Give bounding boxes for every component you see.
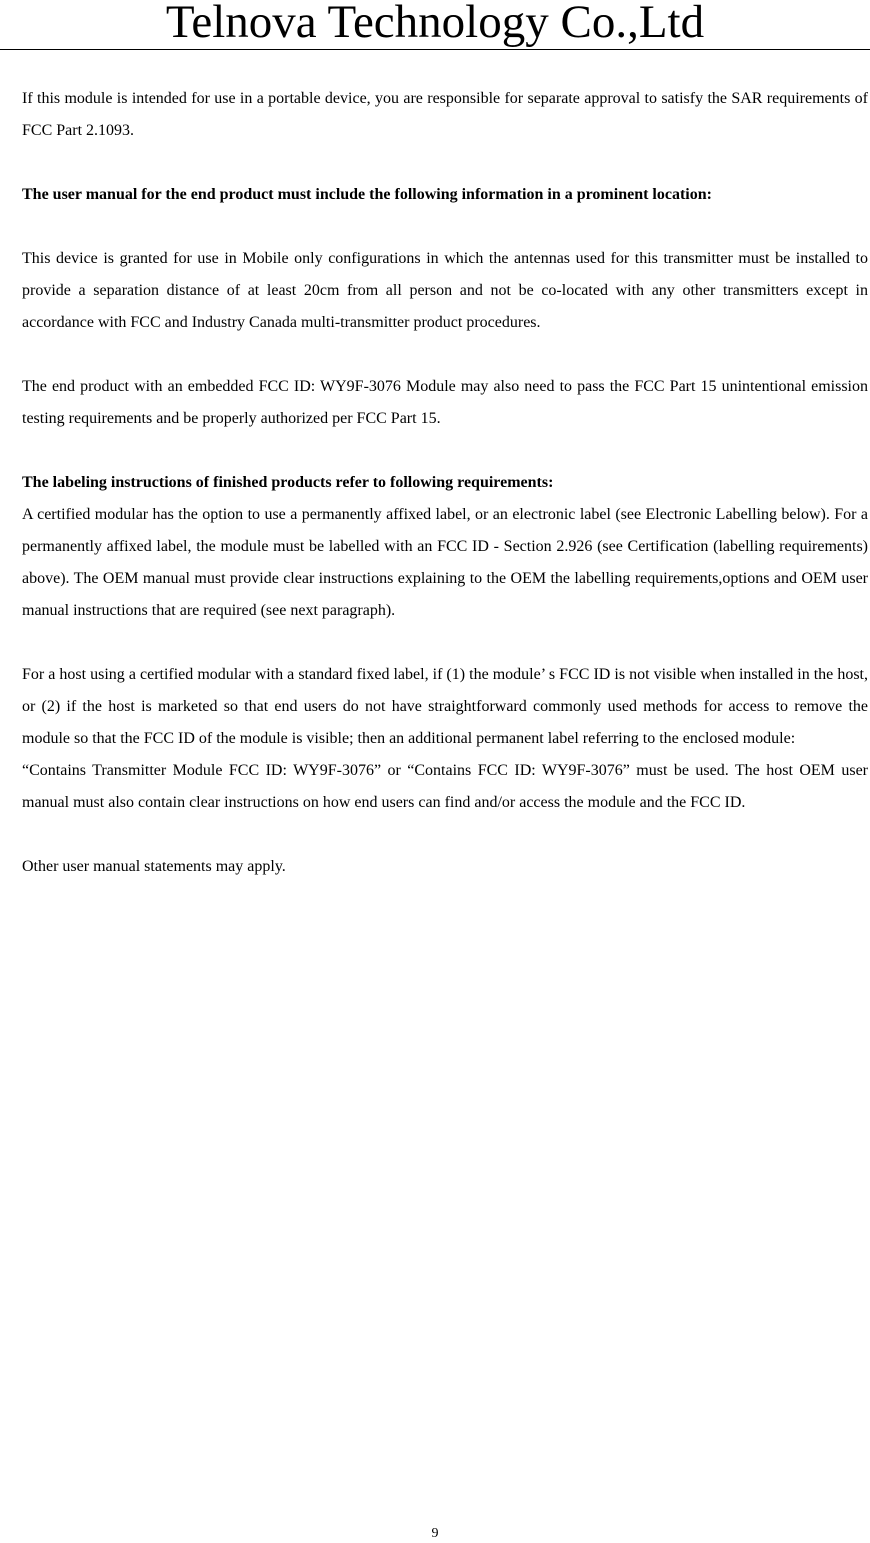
paragraph-sar-requirements: If this module is intended for use in a portable device, you are responsible for separate approval to satisfy the SAR requirements of FCC Part 2.1093.	[22, 90, 868, 139]
paragraph-mobile-configuration: This device is granted for use in Mobile only configurations in which the antennas used for this transmitter must be installed to provide a separation distance of at least 20cm from all person and not be co-located with any other transmitters except in accordance with FCC and Industry Canada multi-transmitter product procedures.	[22, 250, 868, 331]
paragraph-contains-statement: “Contains Transmitter Module FCC ID: WY9F-3076” or “Contains FCC ID: WY9F-3076” must be used. The host OEM user manual must also contain clear instructions on how end users can find and/or access the module and the FCC ID.	[22, 762, 868, 811]
heading-user-manual: The user manual for the end product must include the following information in a prominent location:	[22, 186, 712, 203]
paragraph-certified-modular: A certified modular has the option to use a permanently affixed label, or an electronic label (see Electronic Labelling below). For a permanently affixed label, the module must be labelled with an FCC ID - Section 2.926 (see Certification (labelling requirements) above). The OEM manual must provide clear instructions explaining to the OEM the labelling requirements,options and OEM user manual instructions that are required (see next paragraph).	[22, 506, 868, 619]
paragraph-host-label: For a host using a certified modular with a standard fixed label, if (1) the module’ s FCC ID is not visible when installed in the host, or (2) if the host is marketed so that end users do not have straightforward commonly used methods for access to remove the module so that the FCC ID of the module is visible; then an additional permanent label referring to the enclosed module:	[22, 666, 868, 747]
page-number: 9	[431, 1526, 439, 1541]
page-header	[0, 0, 870, 50]
spacer	[22, 435, 868, 467]
paragraph-end-product: The end product with an embedded FCC ID: WY9F-3076 Module may also need to pass the FCC Part 15 unintentional emission testing requirements and be properly authorized per FCC Part 15.	[22, 378, 868, 427]
heading-labeling-instructions: The labeling instructions of finished products refer to following requirements:	[22, 474, 554, 491]
spacer	[22, 211, 868, 243]
paragraph-other-statements: Other user manual statements may apply.	[22, 858, 286, 875]
spacer	[22, 627, 868, 659]
spacer	[22, 819, 868, 851]
spacer	[22, 147, 868, 179]
company-title: Telnova Technology Co.,Ltd	[165, 0, 705, 48]
spacer	[22, 339, 868, 371]
document-body	[22, 83, 868, 883]
